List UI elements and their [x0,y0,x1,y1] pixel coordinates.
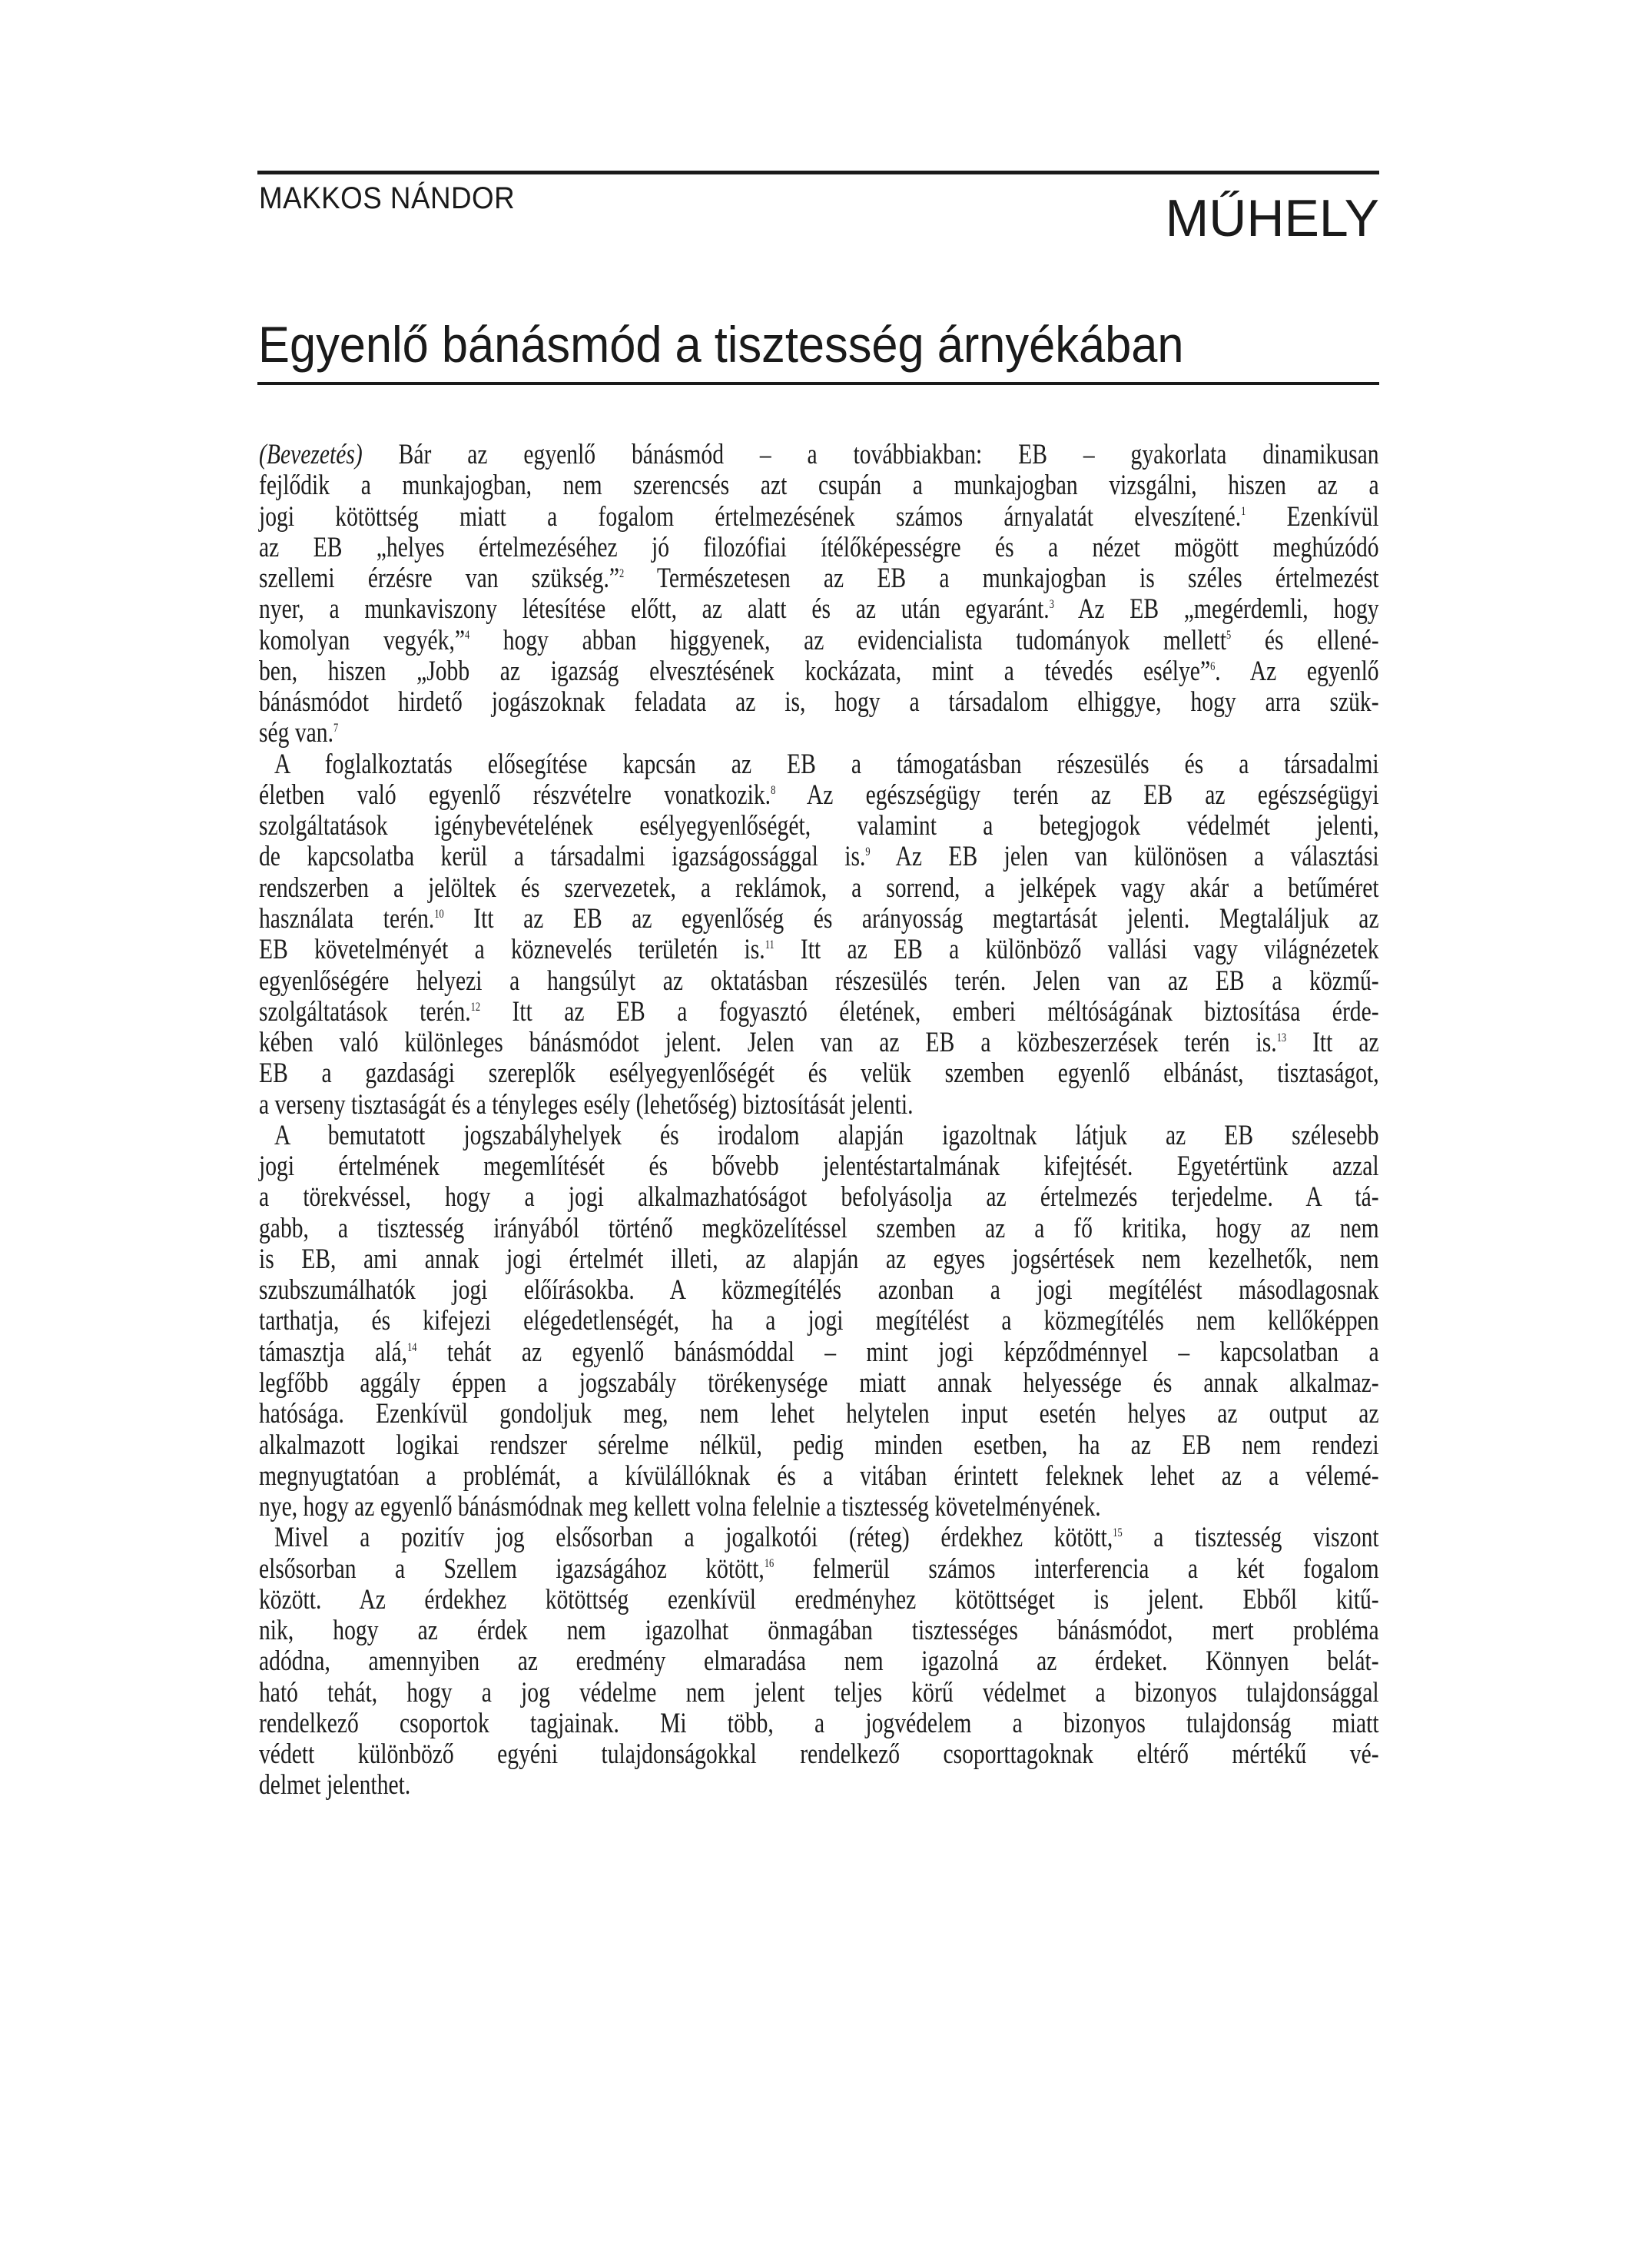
text-line [259,1739,1379,1770]
text-segment: nye, hogy az egyenlő bánásmódnak meg kellett volna felelnie a tisztesség követelményének. [259,1491,1101,1523]
text-line [259,1399,1379,1430]
article-body [259,440,1379,1801]
text-line [259,780,1379,811]
text-line [259,594,1379,625]
paragraph [259,749,1379,1121]
text-segment: Itt az EB a különböző vallási vagy világnézetek [774,934,1379,966]
text-line [259,1492,1379,1523]
text-segment: szubszumálhatók jogi előírásokba. A közmegítélés azonban a jogi megítélést másodlagosnak [259,1274,1379,1307]
text-segment: is EB, ami annak jogi értelmét illeti, az alapján az egyes jogsértések nem kezelhetők, nem [259,1243,1379,1275]
text-segment: között. Az érdekhez kötöttség ezenkívül eredményhez kötöttséget is jelent. Ebből kitű- [259,1583,1379,1615]
text-segment: gabb, a tisztesség irányából történő megközelítéssel szemben az a fő kritika, hogy az nem [259,1212,1379,1244]
footnote-ref[interactable]: 10 [434,907,444,921]
text-segment: bánásmódot hirdető jogászoknak feladata az is, hogy a társadalom elhiggye, hogy arra szük- [259,686,1379,719]
text-line [259,626,1379,656]
text-segment: megnyugtatóan a problémát, a kívülállóknak és a vitában érintett feleknek lehet az a vélemé- [259,1459,1379,1492]
text-line [259,1770,1379,1801]
text-segment: Mivel a pozitív jog elsősorban a jogalkotói (réteg) érdekhez kötött, [274,1522,1113,1554]
text-line [259,1646,1379,1677]
text-line [259,502,1379,533]
text-segment: jogi kötöttség miatt a fogalom értelmezésének számos árnyalatát elveszítené. [259,500,1242,533]
text-line [259,1028,1379,1058]
section-label: MŰHELY [1165,189,1379,247]
text-segment: támasztja alá, [259,1336,408,1368]
footnote-ref[interactable]: 5 [1226,629,1232,643]
text-line [259,1306,1379,1337]
text-segment: a törekvéssel, hogy a jogi alkalmazhatóságot befolyásolja az értelmezés terjedelme. A tá- [259,1181,1379,1214]
text-line [259,533,1379,563]
text-segment: szellemi érzésre van szükség.” [259,563,619,595]
text-line [259,563,1379,594]
text-segment: Az EB „megérdemli, hogy [1053,593,1379,626]
header-top-rule [257,171,1379,174]
paragraph [259,1121,1379,1523]
text-line [259,1244,1379,1275]
text-segment: Természetesen az EB a munkajogban is széles értelmezést [624,563,1379,595]
text-line [259,718,1379,749]
text-segment: A bemutatott jogszabályhelyek és irodalom alapján igazoltnak látjuk az EB szélesebb [274,1119,1379,1151]
text-segment: adódna, amennyiben az eredmény elmaradása nem igazolná az érdeket. Könnyen belát- [259,1645,1379,1678]
author-name: MAKKOS NÁNDOR [259,181,516,215]
text-line [259,1121,1379,1151]
text-segment: életben való egyenlő részvételre vonatkozik. [259,779,771,811]
text-segment: fejlődik a munkajogban, nem szerencsés azt csupán a munkajogban vizsgálni, hiszen az a [259,470,1379,502]
text-segment: szolgáltatások igénybevételének esélyegyenlőségét, valamint a betegjogok védelmét jelenti, [259,810,1379,842]
text-segment: nyer, a munkaviszony létesítése előtt, az alatt és az után egyaránt. [259,593,1050,626]
text-segment: legfőbb aggály éppen a jogszabály törékenysége miatt annak helyessége és annak alkalmaz- [259,1366,1379,1399]
footnote-ref[interactable]: 11 [765,938,775,952]
text-segment: Itt az EB a fogyasztó életének, emberi méltóságának biztosítása érde- [480,995,1379,1028]
text-line [259,842,1379,872]
text-segment: Az EB jelen van különösen a választási [870,841,1379,873]
text-segment: A foglalkoztatás elősegítése kapcsán az EB a támogatásban részesülés és a társadalmi [274,748,1379,780]
text-segment: delmet jelenthet. [259,1769,411,1801]
text-segment: hatósága. Ezenkívül gondoljuk meg, nem lehet helytelen input esetén helyes az output az [259,1398,1379,1430]
text-line [259,1368,1379,1399]
article-title: Egyenlő bánásmód a tisztesség árnyékában [258,316,1184,373]
text-line [259,1430,1379,1461]
article-text [259,440,1379,1801]
footnote-ref[interactable]: 9 [865,845,871,859]
footnote-ref[interactable]: 15 [1113,1526,1123,1540]
text-segment: használata terén. [259,902,435,935]
text-segment: Az egészségügy terén az EB az egészségügyi [775,779,1379,811]
text-segment: hogy abban higgyenek, az evidencialista tudományok mellett [469,624,1227,656]
text-segment: és ellené- [1231,624,1379,656]
text-segment: egyenlőségére helyezi a hangsúlyt az oktatásban részesülés terén. Jelen van az EB a közmű- [259,965,1379,997]
text-line [259,1554,1379,1585]
text-segment: ség van. [259,717,333,749]
paragraph [259,1523,1379,1801]
text-line [259,687,1379,718]
text-segment: nik, hogy az érdek nem igazolhat önmagában tisztességes bánásmódot, mert probléma [259,1615,1379,1647]
text-segment: Ezenkívül [1246,500,1379,533]
lead-label: (Bevezetés) [259,439,363,470]
text-line [259,1151,1379,1182]
footnote-ref[interactable]: 14 [407,1340,417,1354]
text-segment: tarthatja, és kifejezi elégedetlenségét, ha a jogi megítélést a közmegítélés nem kellőképpen [259,1305,1379,1337]
text-segment: de kapcsolatba kerül a társadalmi igazságossággal is. [259,841,866,873]
text-segment: rendszerben a jelöltek és szervezetek, a reklámok, a sorrend, a jelképek vagy akár a betűméret [259,872,1379,904]
footnote-ref[interactable]: 12 [470,1000,481,1014]
text-line [259,1678,1379,1708]
footnote-ref[interactable]: 7 [333,722,339,736]
text-line [259,997,1379,1028]
text-segment: ben, hiszen „Jobb az igazság elvesztésének kockázata, mint a tévedés esélye” [259,655,1211,687]
title-underline-rule [257,382,1379,385]
paragraph [259,440,1379,749]
text-segment: EB követelményét a köznevelés területén is. [259,934,765,966]
footnote-ref[interactable]: 1 [1241,505,1246,519]
text-line [259,656,1379,687]
text-segment: az EB „helyes értelmezéséhez jó filozófiai ítélőképességre és a nézet mögött meghúzódó [259,531,1379,563]
text-segment: alkalmazott logikai rendszer sérelme nélkül, pedig minden esetben, ha az EB nem rendezi [259,1429,1379,1461]
text-line [259,873,1379,904]
text-segment: Itt az EB az egyenlőség és arányosság megtartását jelenti. Megtaláljuk az [443,902,1379,935]
text-segment: Bár az egyenlő bánásmód – a továbbiakban: EB – gyakorlata dinamikusan [362,439,1379,470]
text-segment: szolgáltatások terén. [259,995,471,1028]
text-line [259,1275,1379,1306]
text-line [259,904,1379,935]
footnote-ref[interactable]: 2 [619,566,625,580]
text-line [259,1585,1379,1615]
text-line [259,440,1379,470]
footnote-ref[interactable]: 16 [764,1557,775,1571]
text-segment: komolyan vegyék,” [259,624,465,656]
text-segment: rendelkező csoportok tagjainak. Mi több, a jogvédelem a bizonyos tulajdonság miatt [259,1707,1379,1739]
text-line [259,1523,1379,1553]
text-line [259,1461,1379,1492]
text-line [259,470,1379,501]
text-line [259,749,1379,780]
text-line [259,1708,1379,1739]
text-segment: kében való különleges bánásmódot jelent. Jelen van az EB a közbeszerzések terén is. [259,1027,1277,1059]
text-segment: felmerül számos interferencia a két fogalom [774,1552,1379,1585]
text-segment: EB a gazdasági szereplők esélyegyenlőségét és velük szemben egyenlő elbánást, tisztaságot, [259,1058,1379,1090]
text-segment: Itt az [1286,1027,1379,1059]
text-line [259,935,1379,965]
text-segment: tehát az egyenlő bánásmóddal – mint jogi képződménnyel – kapcsolatban a [416,1336,1379,1368]
footnote-ref[interactable]: 4 [464,629,470,643]
text-line [259,1090,1379,1121]
text-segment: . Az egyenlő [1215,655,1379,687]
text-segment: a verseny tisztaságát és a tényleges esély (lehetőség) biztosítását jelenti. [259,1088,914,1121]
footnote-ref[interactable]: 3 [1049,598,1054,612]
text-segment: a tisztesség viszont [1122,1522,1379,1554]
footnote-ref[interactable]: 13 [1276,1031,1287,1044]
text-line [259,811,1379,842]
text-segment: ható tehát, hogy a jog védelme nem jelent teljes körű védelmet a bizonyos tulajdonsággal [259,1676,1379,1708]
text-segment: jogi értelmének megemlítését és bővebb jelentéstartalmának kifejtését. Egyetértünk azzal [259,1151,1379,1183]
text-segment: elsősorban a Szellem igazságához kötött, [259,1552,765,1585]
text-segment: védett különböző egyéni tulajdonságokkal rendelkező csoporttagoknak eltérő mértékű vé- [259,1738,1379,1771]
text-line [259,966,1379,997]
footnote-ref[interactable]: 8 [771,783,776,797]
text-line [259,1182,1379,1213]
text-line [259,1615,1379,1646]
text-line [259,1337,1379,1368]
text-line [259,1214,1379,1244]
footnote-ref[interactable]: 6 [1210,659,1216,673]
text-line [259,1058,1379,1089]
